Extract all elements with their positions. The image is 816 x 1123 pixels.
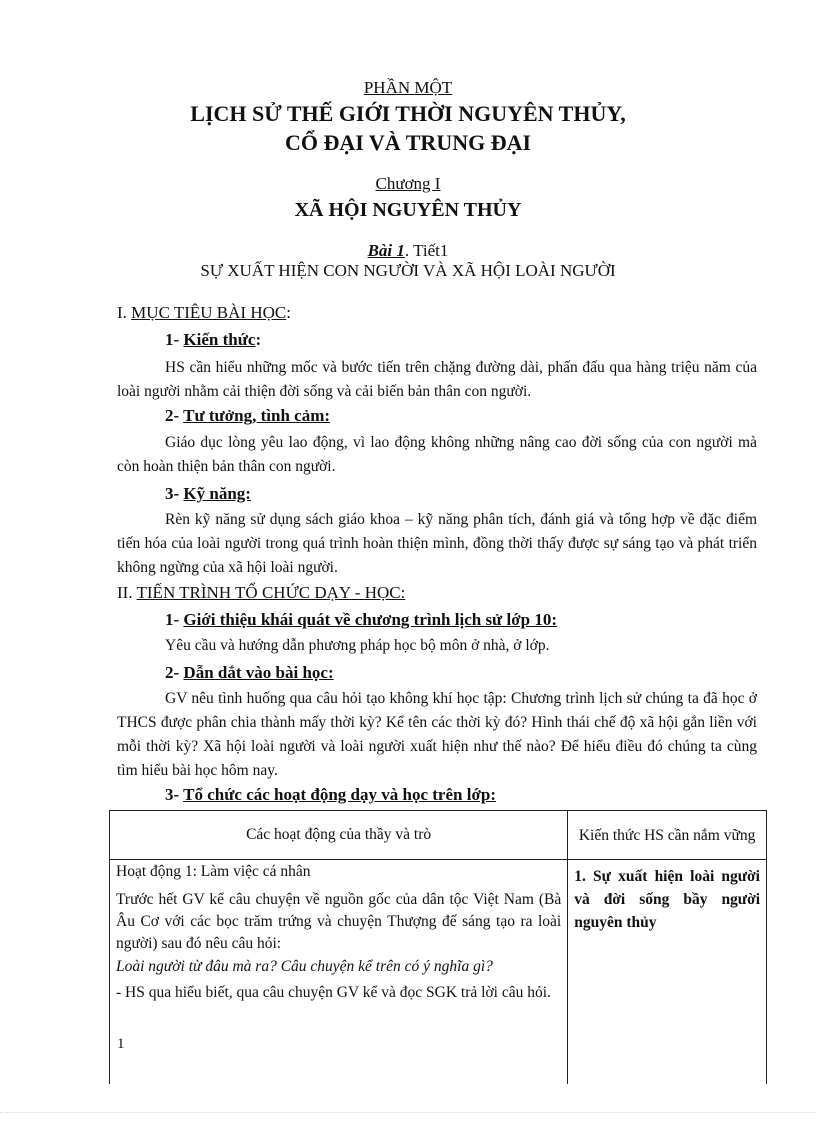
- knowledge-point: 1. Sự xuất hiện loài người và đời sống bầy người nguyên thủy: [574, 868, 760, 931]
- page-divider: [0, 1112, 816, 1113]
- part-title-line2: CỔ ĐẠI VÀ TRUNG ĐẠI: [284, 130, 532, 155]
- activity-cell: [110, 860, 568, 1085]
- skill-heading: 3- Kỹ năng:: [165, 484, 251, 503]
- knowledge-text: HS cần hiểu những mốc và bước tiến trên chặng đường dài, phấn đấu qua hàng triệu năm của loài người nhằm cải thiện đời sống và cải biến bản thân con người.: [117, 359, 757, 400]
- section1-heading: I. MỤC TIÊU BÀI HỌC:: [117, 303, 291, 322]
- lesson-label: Bài 1: [367, 241, 405, 260]
- activity-question: Loài người từ đâu mà ra? Câu chuyện kể trên có ý nghĩa gì?: [116, 958, 493, 975]
- skill-text: Rèn kỹ năng sử dụng sách giáo khoa – kỹ năng phân tích, đánh giá và tổng hợp về đặc điểm tiến hóa của loài người trong quá trình hoàn thiện mình, đồng thời thấy được sự sáng tạo và phát triển không ngừng của xã hội loài người.: [117, 511, 757, 576]
- thought-text: Giáo dục lòng yêu lao động, vì lao động không những nâng cao đời sống của con người mà còn hoàn thiện bản thân con người.: [117, 434, 757, 475]
- activity-title: Hoạt động 1: Làm việc cá nhân: [116, 863, 311, 880]
- chapter-title: XÃ HỘI NGUYÊN THỦY: [294, 199, 522, 221]
- thought-heading: 2- Tư tưởng, tình cảm:: [165, 406, 331, 425]
- lesson-title: SỰ XUẤT HIỆN CON NGƯỜI VÀ XÃ HỘI LOÀI NGƯỜI: [200, 261, 616, 280]
- part-title-line1: LỊCH SỬ THẾ GIỚI THỜI NGUYÊN THỦY,: [190, 101, 626, 126]
- section2-heading: II. TIẾN TRÌNH TỔ CHỨC DẠY - HỌC:: [117, 583, 406, 602]
- intro-text: Yêu cầu và hướng dẫn phương pháp học bộ môn ở nhà, ở lớp.: [165, 637, 550, 654]
- lead-text: GV nêu tình huống qua câu hỏi tạo không khí học tập: Chương trình lịch sử chúng ta đã học ở THCS được phân chia thành mấy thời kỳ? Kể tên các thời kỳ đó? Hình thái chế độ xã hội gắn liền với mỗi thời kỳ? Xã hội loài người và loài người xuất hiện như thế nào? Để hiểu điều đó chúng ta cùng tìm hiểu bài học hôm nay.: [117, 690, 757, 779]
- lesson-table: [109, 810, 767, 1084]
- table-header-row: [110, 811, 767, 860]
- org-heading: 3- Tổ chức các hoạt động dạy và học trên lớp:: [165, 785, 496, 804]
- knowledge-point-cell: [568, 860, 767, 1085]
- chapter-label: Chương I: [375, 174, 441, 193]
- col2-header: Kiến thức HS cần nắm vững: [568, 811, 767, 860]
- col1-header: Các hoạt động của thầy và trò: [110, 811, 568, 860]
- activity-answer: - HS qua hiểu biết, qua câu chuyện GV kể và đọc SGK trả lời câu hỏi.: [116, 984, 551, 1001]
- part-label: PHẦN MỘT: [363, 78, 453, 97]
- page-number: 1: [117, 1036, 125, 1052]
- knowledge-heading: 1- Kiến thức:: [165, 330, 262, 349]
- activity-text: Trước hết GV kể câu chuyện về nguồn gốc của dân tộc Việt Nam (Bà Âu Cơ với các bọc trăm trứng và chuyện Thượng đế sáng tạo ra loài người) sau đó nêu câu hỏi:: [116, 891, 562, 952]
- intro-heading: 1- Giới thiệu khái quát về chương trình lịch sử lớp 10:: [165, 610, 558, 629]
- table-row: [110, 860, 767, 1085]
- lesson-heading: [0, 241, 816, 261]
- lead-heading: 2- Dẫn dắt vào bài học:: [165, 663, 334, 682]
- lesson-period: . Tiết1: [404, 241, 449, 260]
